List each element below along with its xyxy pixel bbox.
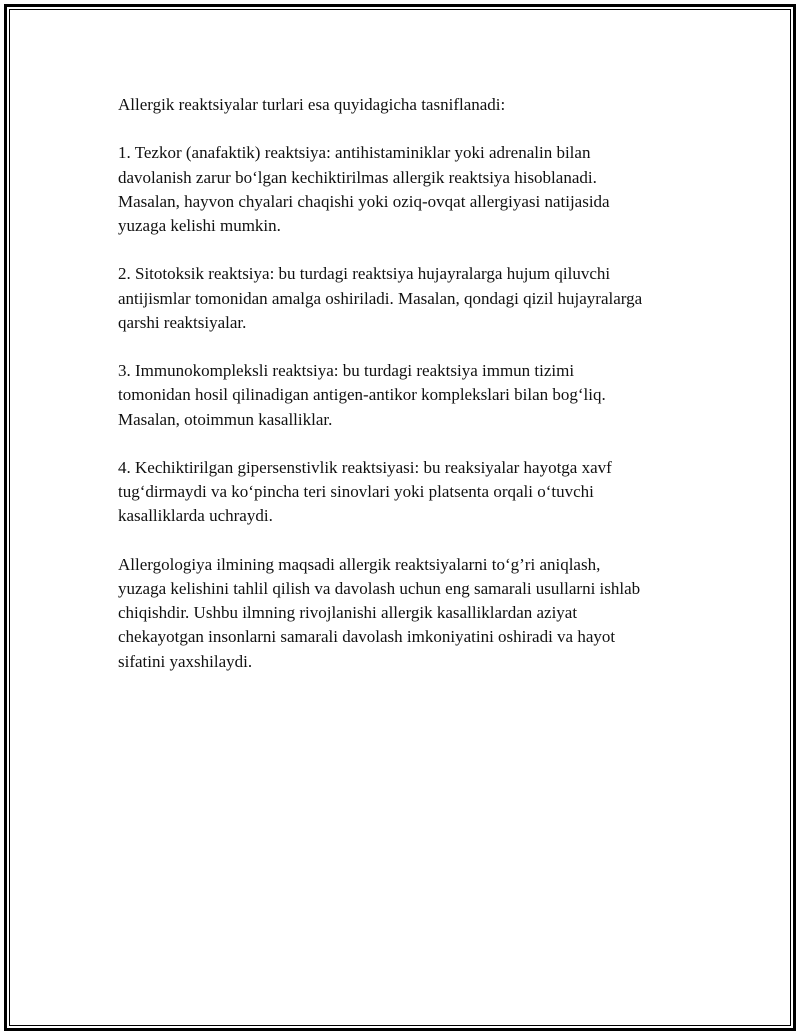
list-item-1: 1. Tezkor (anafaktik) reaktsiya: antihistaminiklar yoki adrenalin bilan davolanish zarur bo‘lgan kechiktirilmas allergik reaktsiya hisoblanadi. Masalan, hayvon chyalari chaqishi yoki oziq-ovqat allergiyasi natijasida yuzaga kelishi mumkin. [118,143,610,235]
document-body [118,93,718,698]
intro-paragraph: Allergik reaktsiyalar turlari esa quyidagicha tasniflanadi: [118,95,506,114]
conclusion-paragraph: Allergologiya ilmining maqsadi allergik reaktsiyalarni to‘g’ri aniqlash, yuzaga kelishini tahlil qilish va davolash uchun eng samarali usullarni ishlab chiqishdir. Ushbu ilmning rivojlanishi allergik kasalliklardan aziyat chekayotgan insonlarni samarali davolash imkoniyatini oshiradi va hayot sifatini yaxshilaydi. [118,554,641,671]
list-item-3: 3. Immunokompleksli reaktsiya: bu turdagi reaktsiya immun tizimi tomonidan hosil qilinadigan antigen-antikor komplekslari bilan bog‘liq. Masalan, otoimmun kasalliklar. [118,361,606,429]
list-item-2: 2. Sitotoksik reaktsiya: bu turdagi reaktsiya hujayralarga hujum qiluvchi antijismlar tomonidan amalga oshiriladi. Masalan, qondagi qizil hujayralarga qarshi reaktsiyalar. [118,264,643,332]
list-item-4: 4. Kechiktirilgan gipersenstivlik reaktsiyasi: bu reaksiyalar hayotga xavf tug‘dirmaydi va ko‘pincha teri sinovlari yoki platsenta orqali o‘tuvchi kasalliklarda uchraydi. [118,457,612,526]
